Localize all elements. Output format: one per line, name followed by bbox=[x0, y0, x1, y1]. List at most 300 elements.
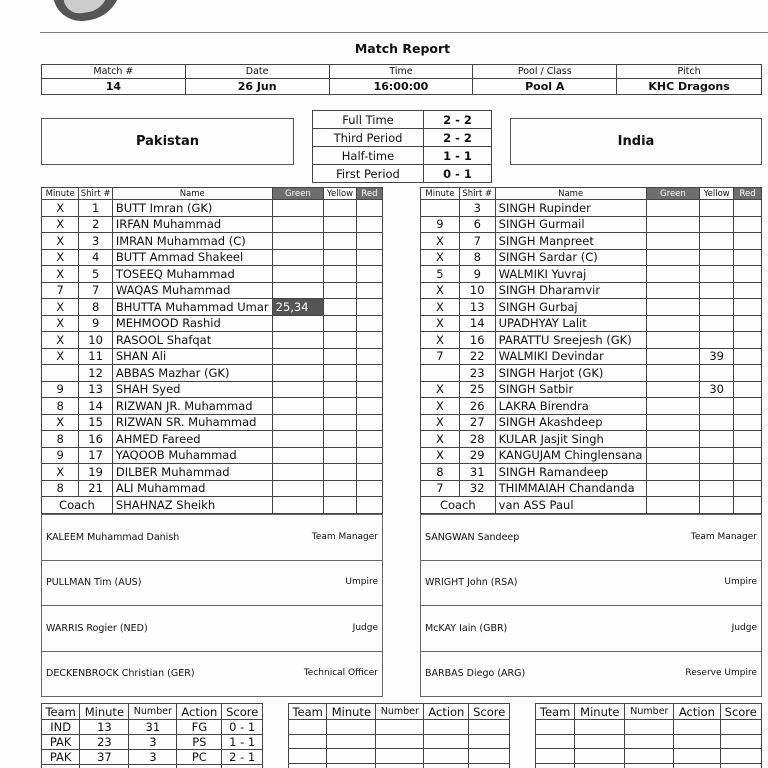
official-role: Umpire bbox=[724, 577, 757, 588]
player-minute: 8 bbox=[42, 431, 79, 448]
player-row bbox=[42, 249, 383, 266]
official-cell bbox=[42, 651, 383, 697]
official-row bbox=[42, 515, 383, 561]
player-row bbox=[42, 282, 383, 299]
player-green bbox=[272, 431, 324, 448]
player-green bbox=[272, 266, 324, 283]
event-team bbox=[536, 763, 575, 768]
roster-header-yellow: Yellow bbox=[324, 188, 357, 200]
player-minute bbox=[421, 365, 460, 382]
player-yellow bbox=[324, 480, 357, 497]
roster-header-name: Name bbox=[112, 188, 272, 200]
player-minute bbox=[421, 200, 460, 217]
event-header-team: Team bbox=[289, 704, 327, 720]
player-red bbox=[356, 200, 382, 217]
away-team-box bbox=[510, 118, 762, 165]
player-row bbox=[42, 348, 383, 365]
event-team bbox=[289, 734, 327, 749]
coach-name: van ASS Paul bbox=[495, 497, 646, 514]
event-number bbox=[129, 765, 177, 768]
player-name: ALI Muhammad bbox=[112, 480, 272, 497]
player-minute: X bbox=[42, 216, 79, 233]
player-red bbox=[356, 216, 382, 233]
player-yellow bbox=[324, 299, 357, 316]
event-header-number: Number bbox=[376, 704, 424, 720]
official-role: Judge bbox=[731, 622, 757, 633]
official-cell bbox=[421, 515, 762, 561]
roster-header-minute: Minute bbox=[42, 188, 79, 200]
player-shirt: 7 bbox=[459, 233, 495, 250]
player-row bbox=[421, 398, 762, 415]
player-row bbox=[421, 365, 762, 382]
event-number: 31 bbox=[129, 720, 177, 735]
player-green bbox=[646, 414, 700, 431]
player-row bbox=[421, 414, 762, 431]
player-minute: X bbox=[42, 332, 79, 349]
player-green bbox=[272, 332, 324, 349]
player-yellow bbox=[324, 365, 357, 382]
player-row bbox=[42, 398, 383, 415]
player-shirt: 21 bbox=[79, 480, 112, 497]
player-row bbox=[421, 282, 762, 299]
player-green bbox=[646, 480, 700, 497]
header-divider bbox=[40, 32, 768, 33]
player-minute: X bbox=[421, 233, 460, 250]
player-red bbox=[734, 282, 762, 299]
player-yellow bbox=[324, 249, 357, 266]
player-red bbox=[734, 200, 762, 217]
period-score: 0 - 1 bbox=[424, 165, 492, 183]
player-red bbox=[734, 249, 762, 266]
player-shirt: 32 bbox=[459, 480, 495, 497]
player-name: TOSEEQ Muhammad bbox=[112, 266, 272, 283]
player-shirt: 8 bbox=[79, 299, 112, 316]
player-row bbox=[421, 233, 762, 250]
player-yellow bbox=[700, 464, 734, 481]
player-shirt: 25 bbox=[459, 381, 495, 398]
roster-header-green: Green bbox=[646, 188, 700, 200]
player-name: RIZWAN SR. Muhammad bbox=[112, 414, 272, 431]
player-row bbox=[42, 365, 383, 382]
home-officials-table bbox=[41, 514, 383, 697]
coach-yellow bbox=[700, 497, 734, 514]
roster-header-name: Name bbox=[495, 188, 646, 200]
event-number bbox=[376, 763, 424, 768]
player-yellow bbox=[700, 431, 734, 448]
player-name: DILBER Muhammad bbox=[112, 464, 272, 481]
player-yellow bbox=[700, 233, 734, 250]
player-shirt: 7 bbox=[79, 282, 112, 299]
player-green bbox=[646, 348, 700, 365]
coach-label: Coach bbox=[421, 497, 496, 514]
player-row bbox=[42, 381, 383, 398]
official-row bbox=[421, 515, 762, 561]
player-name: SINGH Gurmail bbox=[495, 216, 646, 233]
official-name: PULLMAN Tim (AUS) bbox=[46, 577, 142, 589]
player-shirt: 29 bbox=[459, 447, 495, 464]
event-minute bbox=[327, 763, 376, 768]
player-name: SINGH Gurbaj bbox=[495, 299, 646, 316]
event-action bbox=[674, 734, 720, 749]
player-row bbox=[42, 414, 383, 431]
coach-row bbox=[421, 497, 762, 514]
event-row bbox=[536, 763, 762, 768]
event-header-number: Number bbox=[129, 704, 177, 720]
official-role: Umpire bbox=[345, 577, 378, 588]
coach-red bbox=[356, 497, 382, 514]
player-green bbox=[646, 447, 700, 464]
player-row bbox=[421, 381, 762, 398]
event-number bbox=[625, 734, 674, 749]
match-date: 26 Jun bbox=[185, 79, 329, 95]
event-minute: 23 bbox=[80, 735, 129, 750]
period-score-table bbox=[312, 110, 492, 183]
event-score bbox=[469, 763, 510, 768]
player-red bbox=[734, 414, 762, 431]
event-score bbox=[720, 749, 761, 764]
official-name: DECKENBROCK Christian (GER) bbox=[46, 668, 195, 680]
official-role: Team Manager bbox=[690, 531, 757, 542]
player-red bbox=[356, 447, 382, 464]
player-green bbox=[646, 315, 700, 332]
player-minute: 8 bbox=[42, 398, 79, 415]
info-header-date: Date bbox=[185, 65, 329, 79]
player-minute: 9 bbox=[421, 216, 460, 233]
player-minute: X bbox=[421, 315, 460, 332]
player-yellow bbox=[700, 282, 734, 299]
player-green bbox=[272, 447, 324, 464]
player-shirt: 3 bbox=[459, 200, 495, 217]
event-score: 0 - 1 bbox=[222, 720, 263, 735]
player-red bbox=[356, 431, 382, 448]
player-yellow bbox=[324, 266, 357, 283]
event-number bbox=[625, 720, 674, 735]
home-team-box bbox=[41, 118, 294, 165]
official-role: Team Manager bbox=[311, 531, 378, 542]
event-minute bbox=[575, 749, 625, 764]
official-role: Reserve Umpire bbox=[685, 668, 757, 679]
event-header-score: Score bbox=[720, 704, 761, 720]
player-red bbox=[356, 332, 382, 349]
player-red bbox=[356, 381, 382, 398]
player-minute bbox=[42, 365, 79, 382]
event-team bbox=[536, 720, 575, 735]
player-name: SINGH Harjot (GK) bbox=[495, 365, 646, 382]
player-green bbox=[272, 381, 324, 398]
official-cell bbox=[421, 651, 762, 697]
event-row bbox=[536, 749, 762, 764]
player-yellow bbox=[324, 381, 357, 398]
event-row bbox=[289, 734, 510, 749]
player-shirt: 31 bbox=[459, 464, 495, 481]
player-green bbox=[272, 414, 324, 431]
event-header-score: Score bbox=[222, 704, 263, 720]
player-yellow bbox=[324, 447, 357, 464]
official-name: SANGWAN Sandeep bbox=[425, 531, 520, 543]
event-team bbox=[536, 734, 575, 749]
player-shirt: 17 bbox=[79, 447, 112, 464]
period-score: 2 - 2 bbox=[424, 129, 492, 147]
player-shirt: 28 bbox=[459, 431, 495, 448]
player-name: SHAN Ali bbox=[112, 348, 272, 365]
player-yellow bbox=[324, 398, 357, 415]
event-header-minute: Minute bbox=[327, 704, 376, 720]
player-shirt: 15 bbox=[79, 414, 112, 431]
player-red bbox=[734, 447, 762, 464]
player-name: ABBAS Mazhar (GK) bbox=[112, 365, 272, 382]
player-minute: 7 bbox=[42, 282, 79, 299]
event-minute bbox=[80, 765, 129, 768]
event-minute bbox=[327, 720, 376, 735]
player-name: SINGH Manpreet bbox=[495, 233, 646, 250]
player-green bbox=[272, 233, 324, 250]
player-row bbox=[421, 266, 762, 283]
event-action: PC bbox=[177, 750, 222, 765]
player-row bbox=[42, 464, 383, 481]
player-green bbox=[646, 464, 700, 481]
player-minute: 8 bbox=[42, 480, 79, 497]
player-minute: X bbox=[42, 200, 79, 217]
player-red bbox=[734, 233, 762, 250]
player-minute: 9 bbox=[42, 381, 79, 398]
player-shirt: 14 bbox=[79, 398, 112, 415]
player-red bbox=[734, 315, 762, 332]
event-header-team: Team bbox=[42, 704, 80, 720]
player-yellow bbox=[324, 216, 357, 233]
player-row bbox=[42, 480, 383, 497]
player-minute: X bbox=[421, 431, 460, 448]
player-red bbox=[356, 398, 382, 415]
player-name: BUTT Imran (GK) bbox=[112, 200, 272, 217]
event-action: PS bbox=[177, 735, 222, 750]
event-number bbox=[625, 763, 674, 768]
event-number bbox=[376, 720, 424, 735]
roster-header-row bbox=[42, 188, 383, 200]
period-row bbox=[313, 111, 492, 129]
player-red bbox=[734, 365, 762, 382]
player-shirt: 22 bbox=[459, 348, 495, 365]
event-team bbox=[42, 765, 80, 768]
event-team bbox=[289, 763, 327, 768]
official-name: KALEEM Muhammad Danish bbox=[46, 531, 180, 543]
event-row bbox=[536, 720, 762, 735]
player-shirt: 27 bbox=[459, 414, 495, 431]
event-header-action: Action bbox=[424, 704, 469, 720]
player-green bbox=[646, 299, 700, 316]
player-minute: X bbox=[42, 315, 79, 332]
period-label: Third Period bbox=[313, 129, 424, 147]
player-shirt: 12 bbox=[79, 365, 112, 382]
player-yellow bbox=[324, 200, 357, 217]
roster-header-green: Green bbox=[272, 188, 324, 200]
event-action bbox=[674, 720, 720, 735]
player-shirt: 9 bbox=[459, 266, 495, 283]
player-row bbox=[421, 464, 762, 481]
official-cell bbox=[421, 606, 762, 652]
player-shirt: 23 bbox=[459, 365, 495, 382]
match-pool: Pool A bbox=[473, 79, 617, 95]
home-roster-table bbox=[41, 187, 383, 514]
player-red bbox=[356, 464, 382, 481]
player-red bbox=[356, 299, 382, 316]
player-shirt: 26 bbox=[459, 398, 495, 415]
player-name: SHAH Syed bbox=[112, 381, 272, 398]
player-green bbox=[272, 398, 324, 415]
player-minute: 7 bbox=[421, 348, 460, 365]
event-number: 3 bbox=[129, 750, 177, 765]
player-row bbox=[42, 299, 383, 316]
player-shirt: 6 bbox=[459, 216, 495, 233]
player-yellow bbox=[700, 398, 734, 415]
player-row bbox=[421, 216, 762, 233]
player-green bbox=[646, 332, 700, 349]
player-row bbox=[42, 431, 383, 448]
event-row bbox=[289, 749, 510, 764]
player-minute: X bbox=[421, 282, 460, 299]
event-team: PAK bbox=[42, 750, 80, 765]
event-row bbox=[42, 735, 263, 750]
player-row bbox=[421, 332, 762, 349]
player-shirt: 8 bbox=[459, 249, 495, 266]
player-row bbox=[421, 348, 762, 365]
event-team bbox=[289, 749, 327, 764]
player-name: BHUTTA Muhammad Umar bbox=[112, 299, 272, 316]
away-officials-table bbox=[420, 514, 762, 697]
player-green bbox=[272, 216, 324, 233]
info-header-pool: Pool / Class bbox=[473, 65, 617, 79]
player-shirt: 11 bbox=[79, 348, 112, 365]
player-row bbox=[42, 332, 383, 349]
event-action: FG bbox=[177, 720, 222, 735]
player-name: RIZWAN JR. Muhammad bbox=[112, 398, 272, 415]
player-name: SINGH Sardar (C) bbox=[495, 249, 646, 266]
event-action bbox=[177, 765, 222, 768]
player-shirt: 14 bbox=[459, 315, 495, 332]
event-row bbox=[289, 763, 510, 768]
event-minute bbox=[327, 734, 376, 749]
player-name: WALMIKI Yuvraj bbox=[495, 266, 646, 283]
player-red bbox=[734, 480, 762, 497]
player-yellow bbox=[324, 282, 357, 299]
official-name: WRIGHT John (RSA) bbox=[425, 577, 518, 589]
player-red bbox=[734, 348, 762, 365]
coach-green bbox=[272, 497, 324, 514]
player-green: 25,34 bbox=[272, 299, 324, 316]
player-green bbox=[646, 398, 700, 415]
event-score bbox=[469, 720, 510, 735]
player-yellow: 30 bbox=[700, 381, 734, 398]
player-minute: 8 bbox=[421, 464, 460, 481]
player-name: RASOOL Shafqat bbox=[112, 332, 272, 349]
event-header-row bbox=[536, 704, 762, 720]
player-green bbox=[272, 315, 324, 332]
player-yellow bbox=[700, 414, 734, 431]
match-pitch: KHC Dragons bbox=[617, 79, 762, 95]
event-score bbox=[222, 765, 263, 768]
event-row bbox=[42, 765, 263, 768]
official-name: McKAY Iain (GBR) bbox=[425, 622, 508, 634]
player-name: WALMIKI Devindar bbox=[495, 348, 646, 365]
player-row bbox=[421, 431, 762, 448]
coach-red bbox=[734, 497, 762, 514]
event-action bbox=[424, 763, 469, 768]
official-name: BARBAS Diego (ARG) bbox=[425, 668, 526, 680]
player-shirt: 9 bbox=[79, 315, 112, 332]
player-shirt: 10 bbox=[459, 282, 495, 299]
official-row bbox=[421, 560, 762, 606]
player-minute: X bbox=[42, 348, 79, 365]
player-red bbox=[356, 480, 382, 497]
player-minute: 7 bbox=[421, 480, 460, 497]
event-score bbox=[469, 734, 510, 749]
player-row bbox=[42, 447, 383, 464]
away-team-name: India bbox=[617, 134, 655, 149]
player-red bbox=[734, 266, 762, 283]
period-row bbox=[313, 147, 492, 165]
player-name: IRFAN Muhammad bbox=[112, 216, 272, 233]
player-row bbox=[421, 249, 762, 266]
player-shirt: 3 bbox=[79, 233, 112, 250]
roster-header-row bbox=[421, 188, 762, 200]
player-minute: X bbox=[42, 233, 79, 250]
match-time: 16:00:00 bbox=[329, 79, 473, 95]
player-red bbox=[734, 431, 762, 448]
official-name: WARRIS Rogier (NED) bbox=[46, 622, 148, 634]
events-table-3 bbox=[535, 703, 762, 768]
player-minute: 9 bbox=[42, 447, 79, 464]
event-score bbox=[469, 749, 510, 764]
player-row bbox=[421, 447, 762, 464]
player-shirt: 4 bbox=[79, 249, 112, 266]
event-minute: 13 bbox=[80, 720, 129, 735]
event-action bbox=[424, 734, 469, 749]
player-shirt: 2 bbox=[79, 216, 112, 233]
roster-header-red: Red bbox=[356, 188, 382, 200]
player-red bbox=[356, 414, 382, 431]
player-name: AHMED Fareed bbox=[112, 431, 272, 448]
event-row bbox=[536, 734, 762, 749]
player-name: SINGH Akashdeep bbox=[495, 414, 646, 431]
player-red bbox=[356, 266, 382, 283]
player-green bbox=[272, 200, 324, 217]
player-name: WAQAS Muhammad bbox=[112, 282, 272, 299]
events-table-1 bbox=[41, 703, 263, 768]
event-header-minute: Minute bbox=[80, 704, 129, 720]
player-yellow bbox=[324, 315, 357, 332]
player-name: BUTT Ammad Shakeel bbox=[112, 249, 272, 266]
official-role: Technical Officer bbox=[303, 668, 378, 679]
player-shirt: 5 bbox=[79, 266, 112, 283]
player-green bbox=[646, 266, 700, 283]
event-team: IND bbox=[42, 720, 80, 735]
player-minute: X bbox=[42, 464, 79, 481]
coach-name: SHAHNAZ Sheikh bbox=[112, 497, 272, 514]
official-row bbox=[421, 651, 762, 697]
player-name: SINGH Rupinder bbox=[495, 200, 646, 217]
period-label: Full Time bbox=[313, 111, 424, 129]
event-team: PAK bbox=[42, 735, 80, 750]
player-yellow bbox=[700, 200, 734, 217]
event-row bbox=[289, 720, 510, 735]
player-green bbox=[272, 348, 324, 365]
info-header-time: Time bbox=[329, 65, 473, 79]
player-green bbox=[272, 464, 324, 481]
player-yellow bbox=[324, 233, 357, 250]
official-role: Judge bbox=[352, 622, 378, 633]
event-header-row bbox=[42, 704, 263, 720]
event-header-score: Score bbox=[469, 704, 510, 720]
player-red bbox=[734, 299, 762, 316]
